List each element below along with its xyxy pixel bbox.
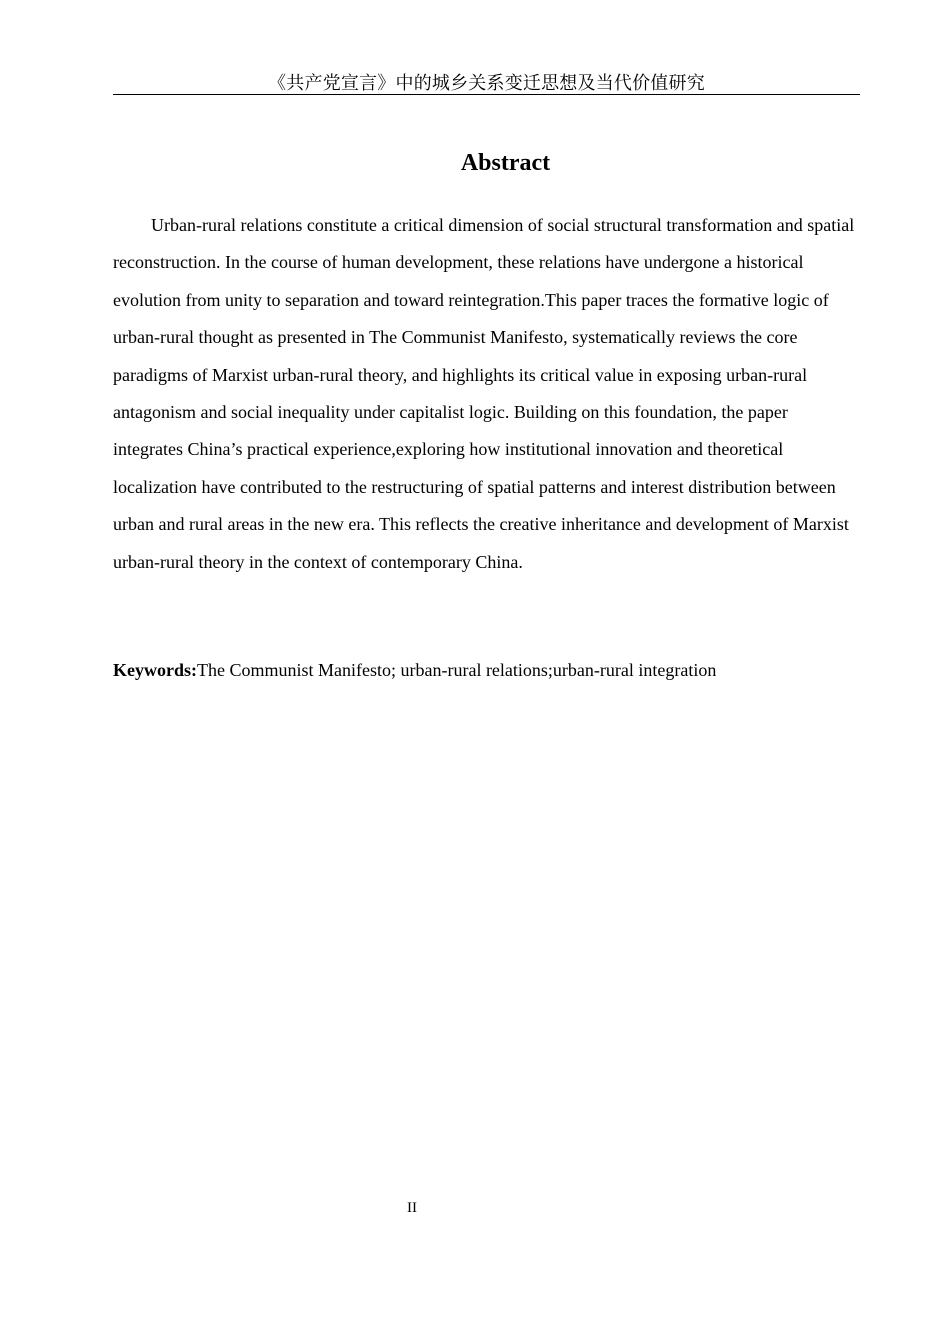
keywords-text: The Communist Manifesto; urban-rural relations;urban-rural integration [197,660,717,680]
running-header: 《共产党宣言》中的城乡关系变迁思想及当代价值研究 [113,72,860,95]
keywords-label: Keywords: [113,660,197,680]
abstract-body: Urban-rural relations constitute a critical dimension of social structural transformation and spatial reconstruction. In the course of human development, these relations have undergone a historical evolution from unity to separation and toward reintegration.This paper traces the formative logic of urban-rural thought as presented in The Communist Manifesto, systematically reviews the core paradigms of Marxist urban-rural theory, and highlights its critical value in exposing urban-rural antagonism and social inequality under capitalist logic. Building on this foundation, the paper integrates China’s practical experience,exploring how institutional innovation and theoretical localization have contributed to the restructuring of spatial patterns and interest distribution between urban and rural areas in the new era. This reflects the creative inheritance and development of Marxist urban-rural theory in the context of contemporary China. [113,215,855,572]
page-number: II [407,1200,417,1216]
keywords-line [113,655,860,685]
abstract-title: Abstract [460,150,551,176]
